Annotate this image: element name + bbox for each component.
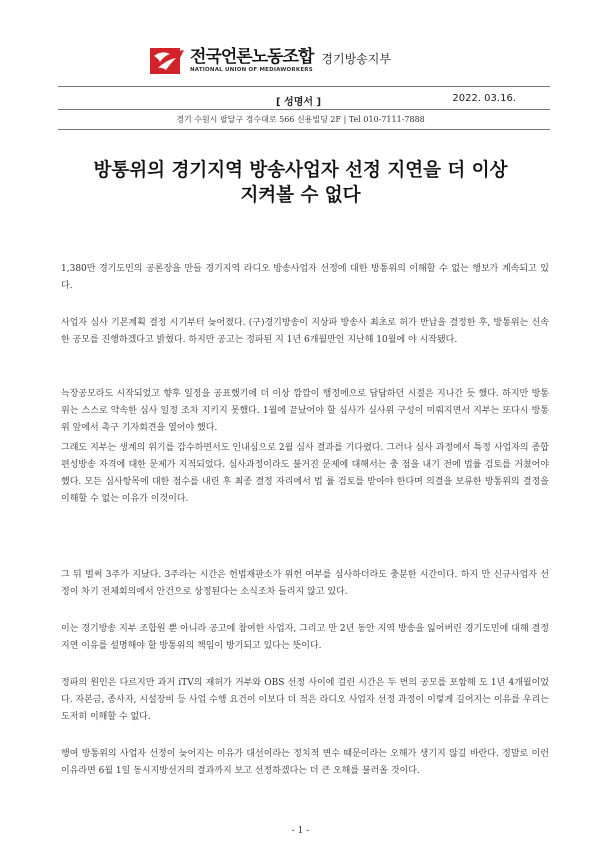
logo-english-name: NATIONAL UNION OF MEDIAWORKERS <box>190 67 313 73</box>
header-divider-top <box>58 86 550 87</box>
document-date: 2022. 03.16. <box>452 93 516 104</box>
paragraph-3: 늑장공모라도 시작되었고 향후 일정을 공표했기에 더 이상 깜깜이 행정에으로 답답하던 시절은 지나간 듯 했다. 하지만 방통위는 스스로 약속한 심사 일정 조차 지키지 못했다. 1월에 끝났어야 할 심사가 심사위 구성이 미뤄지면서 지부는 또다시 방통위 앞에서 촉구 기자회견을 열어야 했다. <box>61 389 549 433</box>
paragraph-5: 그 뒤 벌써 3주가 지났다. 3주라는 시간은 헌법재판소가 위헌 여부를 심사하더라도 충분한 시간이다. 하지 만 신규사업자 선정이 차기 전체회의에서 안건으로 상정된다는 소식조차 들리지 않고 있다. <box>61 570 549 597</box>
header-divider-bottom <box>58 129 550 130</box>
branch-name: 경기방송지부 <box>321 51 391 66</box>
union-logo-icon <box>150 46 186 76</box>
logo-korean-name: 전국언론노동조합 <box>190 47 314 67</box>
paragraph-1: 1,380만 경기도민의 공론장을 만들 경기지역 라디오 방송사업자 선정에 대한 방통위의 이해할 수 없는 행보가 계속되고 있다. <box>61 264 549 291</box>
union-logo-text <box>190 48 313 74</box>
paragraph-7: 정파의 원인은 다르지만 과거 iTV의 재허가 거부와 OBS 선정 사이에 걸린 시간은 두 번의 공모를 포함해 도 1년 4개월이었다. 자본금, 종사자, 시설장비 등 사업 수행 요건이 이보다 더 적은 라디오 사업자 선정 과정이 이렇게 길어지는 이유를 우리는 도저히 이해할 수 없다. <box>61 678 549 722</box>
paragraph-4: 그래도 지부는 생계의 위기를 감수하면서도 인내심으로 2월 심사 결과를 기다렸다. 그러나 심사 과정에서 특정 사업자의 종합편성방송 자격에 대한 문제가 지적되었다. 심사과정이라도 불거진 문제에 대해서는 충 점을 내기 전에 법률 검토를 거쳤어야 했다. 모든 심사항목에 대한 점수를 내린 후 최종 결정 자리에서 법 률 검토를 받아야 한다며 의결을 보류한 방통위의 결정을 이해할 수 없는 이유가 이것이다. <box>61 443 549 504</box>
paragraph-8: 행여 방통위의 사업자 선정이 늦어지는 이유가 대선이라는 정치적 변수 때문이라는 오해가 생기지 않길 바란다. 정말로 이런 이유라면 6월 1일 동시지방선거의 결과까지 보고 선정하겠다는 더 큰 오해를 불러올 것이다. <box>61 749 549 776</box>
statement-title <box>30 158 571 208</box>
title-line-2: 지켜볼 수 없다 <box>240 185 361 206</box>
title-line-1: 방통위의 경기지역 방송사업자 선정 지연을 더 이상 <box>93 160 508 181</box>
contact-address: 경기 수원시 팔달구 경수대로 566 신용빌딩 2F | Tel 010-7111-7888 <box>176 115 425 124</box>
header-divider-middle <box>58 109 550 110</box>
document-type: [ 성명서 ] <box>276 97 322 108</box>
paragraph-6: 이는 경기방송 지부 조합원 뿐 아니라 공고에 참여한 사업자, 그리고 만 2년 동안 지역 방송을 잃어버린 경기도민에 대해 결정 지연 이유를 설명해야 할 방통위의 책임이 방기되고 있다는 뜻이다. <box>61 624 549 651</box>
document-meta <box>60 93 550 107</box>
letterhead <box>150 46 391 76</box>
page-number: - 1 - <box>291 826 310 836</box>
paragraph-2: 사업자 심사 기본계획 결정 시기부터 늦어졌다. (구)경기방송이 지상파 방송사 최초로 허가 반납을 결정한 후, 방통위는 신속한 공모를 진행하겠다고 밝혔다. 하지만 공고는 정파된 지 1년 6개월만인 지난해 10월에 야 시작됐다. <box>61 318 549 345</box>
